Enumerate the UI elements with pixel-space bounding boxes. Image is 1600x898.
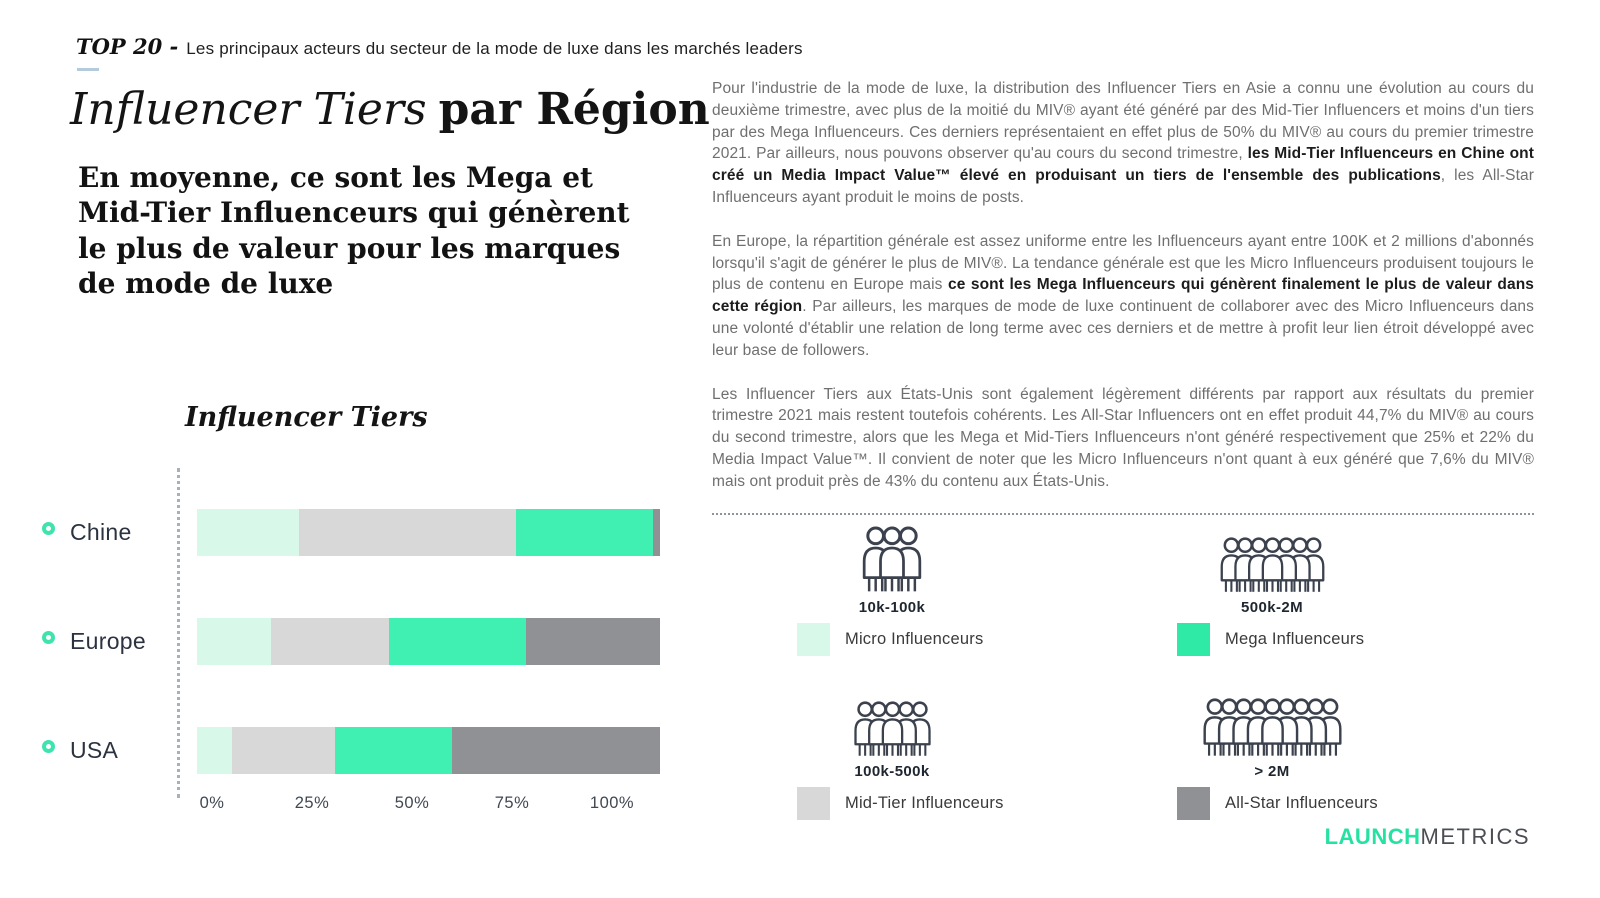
page-title-bold: par Région <box>438 84 710 135</box>
chart-axis-line <box>177 468 180 798</box>
category-label: USA <box>70 737 119 763</box>
bar-row <box>197 618 660 665</box>
axis-tick-label: 75% <box>494 794 530 812</box>
bar-segment <box>389 618 526 665</box>
bar-segment <box>271 618 389 665</box>
legend-color-swatch <box>797 787 830 820</box>
bar-segment <box>197 727 232 774</box>
legend-swatch-row <box>1177 787 1522 820</box>
legend-tier-name: All-Star Influenceurs <box>1225 794 1378 812</box>
legend-color-swatch <box>1177 787 1210 820</box>
chart-title: Influencer Tiers <box>185 402 428 433</box>
bar-segment <box>299 509 517 556</box>
legend-item <box>782 522 1142 656</box>
axis-tick-label: 50% <box>394 794 430 812</box>
category-label: Europe <box>70 628 146 654</box>
tier-range-label: 500k-2M <box>1240 599 1303 616</box>
legend-swatch-row <box>1177 623 1522 656</box>
category-bullet-icon <box>42 522 55 535</box>
page-subtitle: En moyenne, ce sont les Mega et Mid-Tier Influenceurs qui génèrent le plus de valeur pour les marques de mode de luxe <box>78 161 630 300</box>
legend-item <box>1162 686 1522 820</box>
paragraph-bold-segment: ce sont les Mega Influenceurs qui génèrent finalement le plus de valeur dans cette région <box>712 276 1534 316</box>
tier-range-label: > 2M <box>1254 763 1290 780</box>
legend-color-swatch <box>1177 623 1210 656</box>
bar-segment <box>232 727 335 774</box>
body-text <box>712 78 1534 515</box>
paragraph-segment: Les Influencer Tiers aux États-Unis sont également légèrement différents par rapport aux résultats du premier trimestre 2021 mais restent toutefois cohérents. Les All-Star Influencers ont en effet produit 44,7% du MIV® au cours du second trimestre, alors que les Mega et Mid-Tiers Influenceurs n'ont généré respectivement que 25% et 22% du Media Impact Value™. Il convient de noter que les Micro Influenceurs n'ont quant à eux généré que 7,6% du MIV® mais ont produit près de 43% du contenu aux États-Unis. <box>712 385 1534 490</box>
legend-tier-name: Mid-Tier Influenceurs <box>845 794 1004 812</box>
paragraph-bold-segment: les Mid-Tier Influenceurs en Chine ont créé un Media Impact Value™ élevé en produisant un tiers de l'ensemble des publications <box>712 145 1534 185</box>
bar-segment <box>516 509 653 556</box>
axis-tick-label: 25% <box>294 794 330 812</box>
paragraph <box>712 78 1534 209</box>
influencer-crowd-icon <box>797 686 987 758</box>
legend-tier-name: Micro Influenceurs <box>845 630 984 648</box>
logo-launch: LAUNCH <box>1324 824 1421 849</box>
top-note-prefix: TOP 20 - <box>76 34 179 59</box>
top-note-text: Les principaux acteurs du secteur de la mode de luxe dans les marchés leaders <box>186 39 803 58</box>
paragraph-segment: Pour l'industrie de la mode de luxe, la distribution des Influencer Tiers en Asie a connu une évolution au cours du deuxième trimestre, avec plus de la moitié du MIV® ayant été généré par des Mid-Tier Influencers et moins d'un tiers par des Mega Influenceurs. Ces derniers représentaient en effet plus de 50% du MIV® au cours du premier trimestre 2021. Par ailleurs, nous pouvons observer qu'au cours du second trimestre, <box>712 80 1534 163</box>
axis-tick-label: 100% <box>589 794 635 812</box>
axis-tick-label: 0% <box>199 794 225 812</box>
logo-metrics: METRICS <box>1420 824 1530 849</box>
legend-item <box>1162 522 1522 656</box>
dotted-separator <box>712 513 1534 515</box>
paragraph-segment: . Par ailleurs, les marques de mode de luxe continuent de collaborer avec des Micro Influenceurs dans une volonté d'établir une relation de long terme avec ces derniers et de mettre à profit leur lien étroit développé avec leur base de followers. <box>712 298 1534 359</box>
launchmetrics-logo <box>1325 824 1530 850</box>
category-label: Chine <box>70 519 132 545</box>
bar-row <box>197 509 660 556</box>
bar-row <box>197 727 660 774</box>
legend-swatch-row <box>797 623 1142 656</box>
bar-segment <box>197 618 271 665</box>
paragraph-segment: , les All-Star Influenceurs ayant produit le moins de posts. <box>712 167 1534 206</box>
legend-item <box>782 686 1142 820</box>
paragraph <box>712 384 1534 493</box>
bar-segment <box>335 727 452 774</box>
bar-segment <box>526 618 660 665</box>
influencer-crowd-icon <box>1177 686 1367 758</box>
category-bullet-icon <box>42 740 55 753</box>
category-bullet-icon <box>42 631 55 644</box>
paragraph <box>712 231 1534 362</box>
bar-segment <box>197 509 299 556</box>
influencer-crowd-icon <box>1177 522 1367 594</box>
bar-segment <box>452 727 660 774</box>
tier-range-label: 100k-500k <box>854 763 930 780</box>
legend-swatch-row <box>797 787 1142 820</box>
legend-color-swatch <box>797 623 830 656</box>
bar-segment <box>653 509 660 556</box>
tier-range-label: 10k-100k <box>858 599 926 616</box>
page-title-italic: Influencer Tiers <box>70 84 427 135</box>
paragraph-segment: En Europe, la répartition générale est assez uniforme entre les Influenceurs ayant entre 100K et 2 millions d'abonnés lorsqu'il s'agit de générer le plus de MIV®. La tendance générale est que les Micro Influenceurs produisent toujours le plus de contenu en Europe mais <box>712 232 1534 294</box>
influencer-crowd-icon <box>797 522 987 594</box>
legend-tier-name: Mega Influenceurs <box>1225 630 1365 648</box>
